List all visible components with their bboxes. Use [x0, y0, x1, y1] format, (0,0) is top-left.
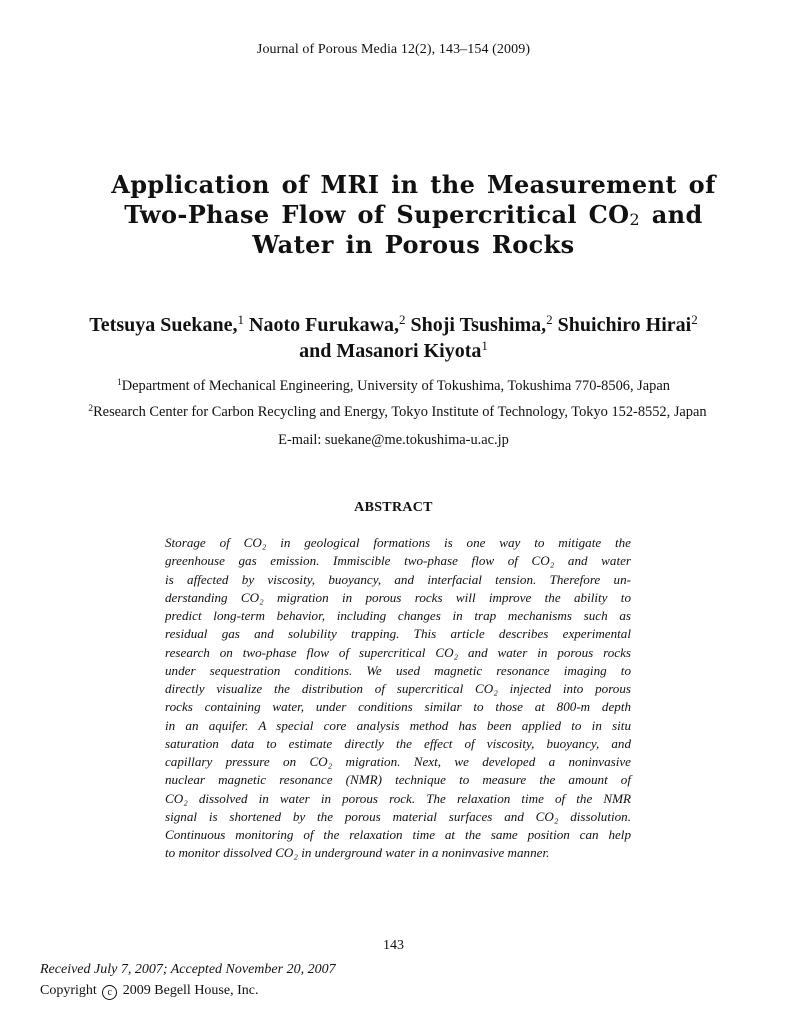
- paper-title: [60, 170, 767, 260]
- abstract-line: derstanding CO₂ migration in porous rocks will improve the ability to: [165, 589, 631, 605]
- abstract-line: under sequestration conditions. We used magnetic resonance imaging to: [165, 662, 631, 678]
- author-name: Shuichiro Hirai: [552, 314, 692, 336]
- abstract-line: capillary pressure on CO₂ migration. Next, we developed a noninvasive: [165, 754, 631, 769]
- abstract-line: Continuous monitoring of the relaxation time at the same position can help: [165, 827, 631, 842]
- affiliation-mark: 2: [88, 403, 94, 414]
- abstract-line: directly visualize the distribution of supercritical CO₂ injected into porous: [165, 681, 631, 696]
- copyright-text: 2009 Begell House, Inc.: [122, 983, 259, 998]
- abstract-line: CO₂ dissolved in water in porous rock. The relaxation time of the NMR: [165, 790, 631, 806]
- author-name: Shoji Tsushima,: [405, 314, 547, 336]
- abstract-line: rocks containing water, under conditions similar to those at 800-m depth: [165, 699, 631, 715]
- journal-citation: Journal of Porous Media 12(2), 143–154 (2009): [256, 42, 531, 57]
- affiliation-2: [4, 404, 787, 421]
- page-number: 143: [383, 938, 404, 953]
- author-affil-mark: 2: [546, 311, 553, 327]
- contact-email: E-mail: suekane@me.tokushima-u.ac.jp: [278, 432, 509, 448]
- abstract-line: residual gas and solubility trapping. This article describes experimental: [165, 626, 631, 642]
- copyright-icon: c: [102, 985, 117, 1000]
- abstract-line: saturation data to estimate directly the effect of viscosity, buoyancy, and: [165, 735, 631, 751]
- title-line-3: Water in Porous Rocks: [252, 230, 575, 259]
- affiliation-1: [0, 378, 787, 395]
- title-line-2-end: and: [639, 200, 703, 229]
- affiliation-text: Research Center for Carbon Recycling and Energy, Tokyo Institute of Technology, Tokyo 152-8552, Japan: [93, 404, 707, 420]
- abstract-line: greenhouse gas emission. Immiscible two-phase flow of CO₂ and water: [165, 553, 631, 569]
- authors-line-1: [20, 312, 767, 338]
- abstract-line: is affected by viscosity, buoyancy, and interfacial tension. Therefore un-: [165, 571, 631, 587]
- copyright-line: [40, 983, 258, 1000]
- received-dates: Received July 7, 2007; Accepted November 20, 2007: [40, 962, 336, 977]
- affiliation-mark: 1: [117, 377, 122, 388]
- abstract-line: research on two-phase flow of supercritical CO₂ and water in porous rocks: [165, 644, 631, 660]
- title-subscript: 2: [629, 209, 640, 229]
- abstract-line: predict long-term behavior, including changes in trap mechanisms such as: [165, 608, 631, 623]
- abstract-body: [165, 534, 631, 863]
- author-affil-mark: 1: [237, 311, 244, 327]
- author-name: and Masanori Kiyota: [299, 340, 482, 362]
- author-affil-mark: 1: [481, 337, 488, 353]
- abstract-line: to monitor dissolved CO₂ in underground water in a noninvasive manner.: [165, 845, 550, 861]
- affiliation-text: Department of Mechanical Engineering, University of Tokushima, Tokushima 770-8506, Japan: [121, 378, 670, 394]
- copyright-label: Copyright: [40, 983, 97, 998]
- author-affil-mark: 2: [399, 311, 406, 327]
- abstract-heading: ABSTRACT: [354, 500, 433, 515]
- abstract-line: signal is shortened by the porous material surfaces and CO₂ dissolution.: [165, 808, 631, 824]
- abstract-line: nuclear magnetic resonance (NMR) technique to measure the amount of: [165, 772, 631, 788]
- author-name: Naoto Furukawa,: [244, 314, 400, 336]
- author-name: Tetsuya Suekane,: [89, 314, 238, 336]
- abstract-line: Storage of CO₂ in geological formations is one way to mitigate the: [165, 535, 631, 550]
- abstract-line: in an aquifer. A special core analysis method has been applied to in situ: [165, 717, 631, 733]
- author-affil-mark: 2: [691, 311, 698, 327]
- authors-line-2: [20, 338, 767, 364]
- author-list: [20, 312, 767, 364]
- title-line-2-text: Two-Phase Flow of Supercritical CO: [124, 200, 630, 229]
- title-line-1: Application of MRI in the Measurement of: [111, 170, 716, 199]
- title-line-2: [60, 200, 767, 230]
